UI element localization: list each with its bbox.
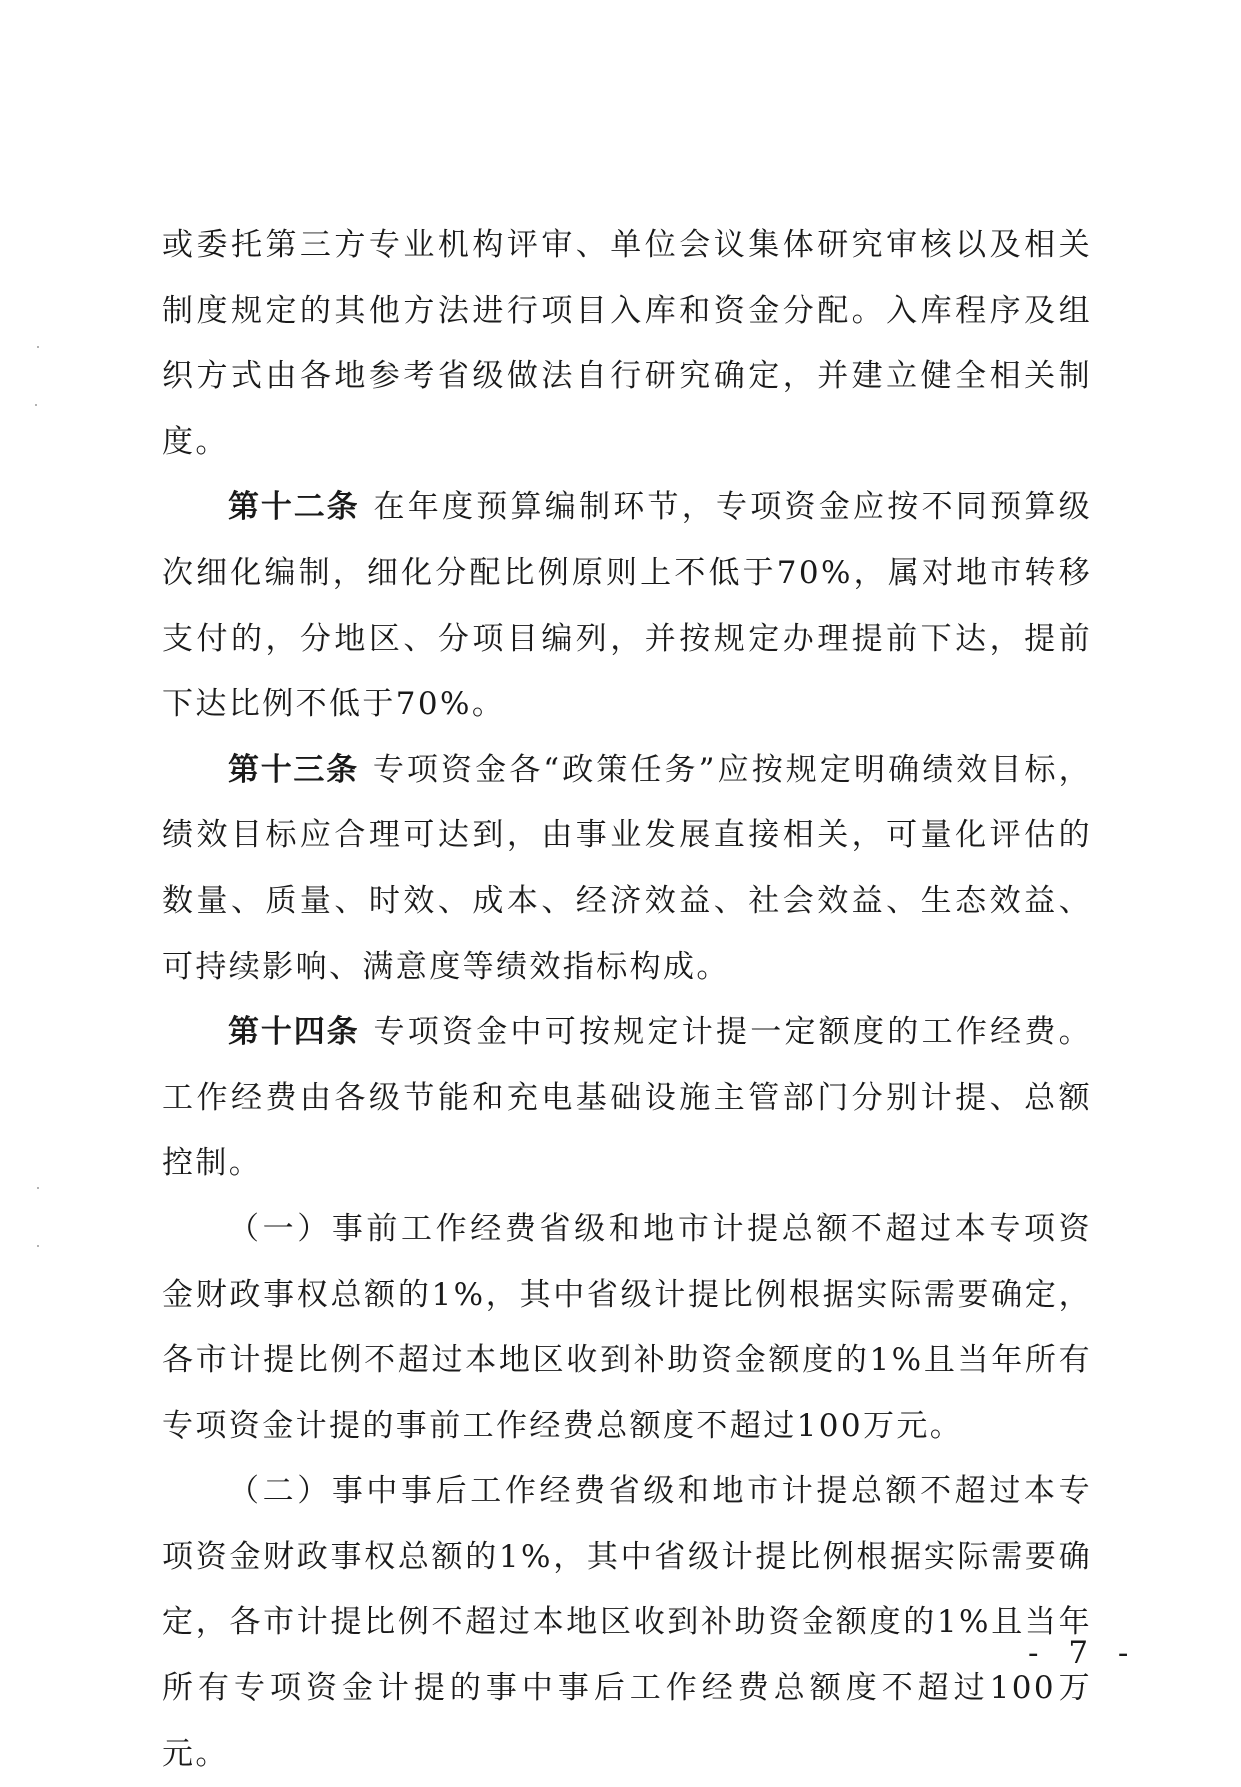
- article-label: 第十四条: [228, 1014, 360, 1051]
- page-number: - 7 -: [1028, 1635, 1139, 1671]
- paragraph-continuation: [162, 213, 1092, 475]
- scan-mark: [37, 346, 39, 348]
- clause-1: [162, 1197, 1092, 1459]
- article-label: 第十二条: [228, 489, 360, 526]
- paragraph-text: （一）事前工作经费省级和地市计提总额不超过本专项资金财政事权总额的1%，其中省级计提比例根据实际需要确定，各市计提比例不超过本地区收到补助资金额度的1%且当年所有专项资金计提的事前工作经费总额度不超过100万元。: [162, 1210, 1092, 1444]
- paragraph-text: 在年度预算编制环节，专项资金应按不同预算级次细化编制，细化分配比例原则上不低于70%，属对地市转移支付的，分地区、分项目编列，并按规定办理提前下达，提前下达比例不低于70%。: [162, 489, 1092, 723]
- article-12: [162, 475, 1092, 737]
- paragraph-text: 专项资金中可按规定计提一定额度的工作经费。工作经费由各级节能和充电基础设施主管部门分别计提、总额控制。: [162, 1014, 1092, 1182]
- article-13: [162, 738, 1092, 1000]
- paragraph-text: 或委托第三方专业机构评审、单位会议集体研究审核以及相关制度规定的其他方法进行项目入库和资金分配。入库程序及组织方式由各地参考省级做法自行研究确定，并建立健全相关制度。: [162, 227, 1092, 460]
- clause-2: [162, 1459, 1092, 1787]
- paragraph-text: （二）事中事后工作经费省级和地市计提总额不超过本专项资金财政事权总额的1%，其中省级计提比例根据实际需要确定，各市计提比例不超过本地区收到补助资金额度的1%且当年所有专项资金计提的事中事后工作经费总额度不超过100万元。: [162, 1473, 1092, 1772]
- scan-mark: [37, 1245, 39, 1247]
- article-14: [162, 1000, 1092, 1197]
- scan-mark: [37, 1187, 39, 1189]
- document-body: [162, 213, 1092, 1787]
- scan-mark: [35, 404, 37, 406]
- article-label: 第十三条: [228, 751, 359, 788]
- paragraph-text: 专项资金各“政策任务”应按规定明确绩效目标，绩效目标应合理可达到，由事业发展直接相关，可量化评估的数量、质量、时效、成本、经济效益、社会效益、生态效益、可持续影响、满意度等绩效指标构成。: [162, 751, 1093, 985]
